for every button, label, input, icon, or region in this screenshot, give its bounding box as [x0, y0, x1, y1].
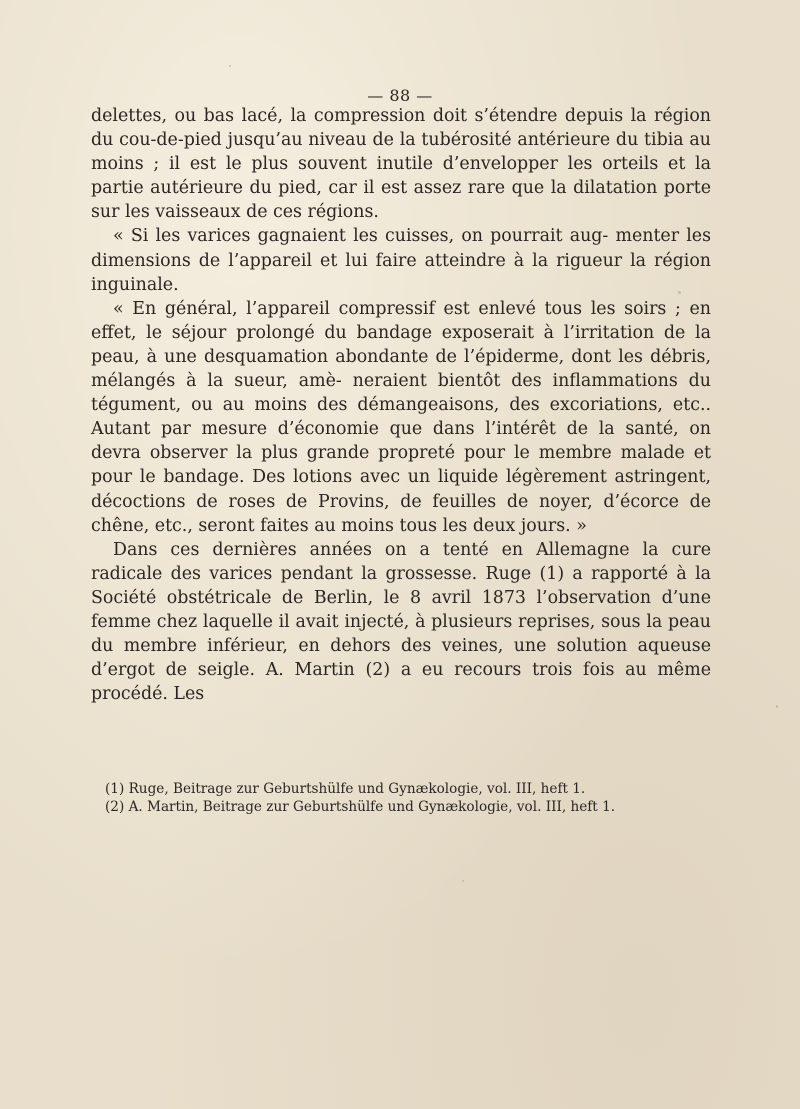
paper-speck [462, 880, 464, 882]
footnotes [91, 780, 711, 816]
main-text [91, 104, 711, 706]
paragraph-1: delettes, ou bas lacé, la compression doit s’étendre depuis la région du cou-de-pied jusqu’au niveau de la tubérosité antérieure du tibia au moins ; il est le plus souvent inutile d’envelopper les orteils et la partie autérieure du pied, car il est assez rare que la dilatation porte sur les vaisseaux de ces régions. [91, 106, 711, 223]
paper-speck [776, 705, 778, 708]
page-number-header: — 88 — [367, 86, 433, 105]
paper-speck [229, 65, 231, 67]
footnote-2: (2) A. Martin, Beitrage zur Geburtshülfe und Gynækologie, vol. III, heft 1. [105, 799, 616, 815]
paper-speck [678, 291, 681, 294]
paragraph-4: Dans ces dernières années on a tenté en Allemagne la cure radicale des varices pendant la grossesse. Ruge (1) a rapporté à la Société obstétricale de Berlin, le 8 avril 1873 l’observation d’une femme chez laquelle il avait injecté, à plusieurs reprises, sous la peau du membre inférieur, en dehors des veines, une solution aqueuse d’ergot de seigle. A. Martin (2) a eu recours trois fois au même procédé. Les [91, 539, 711, 705]
paragraph-3: « En général, l’appareil compressif est enlevé tous les soirs ; en effet, le séjour prolongé du bandage exposerait à l’irritation de la peau, à une desquamation abondante de l’épiderme, dont les débris, mélangés à la sueur, amè- neraient bientôt des inflammations du tégument, ou au moins des démangeaisons, des excoriations, etc.. Autant par mesure d’économie que dans l’intérêt de la santé, on devra observer la plus grande propreté pour le membre malade et pour le bandage. Des lotions avec un liquide légèrement astringent, décoctions de roses de Provins, de feuilles de noyer, d’écorce de chêne, etc., seront faites au moins tous les deux jours. » [91, 298, 711, 536]
paragraph-2: « Si les varices gagnaient les cuisses, on pourrait aug- menter les dimensions de l’appareil et lui faire atteindre à la rigueur la région inguinale. [91, 226, 711, 295]
footnote-1: (1) Ruge, Beitrage zur Geburtshülfe und Gynækologie, vol. III, heft 1. [105, 781, 586, 797]
